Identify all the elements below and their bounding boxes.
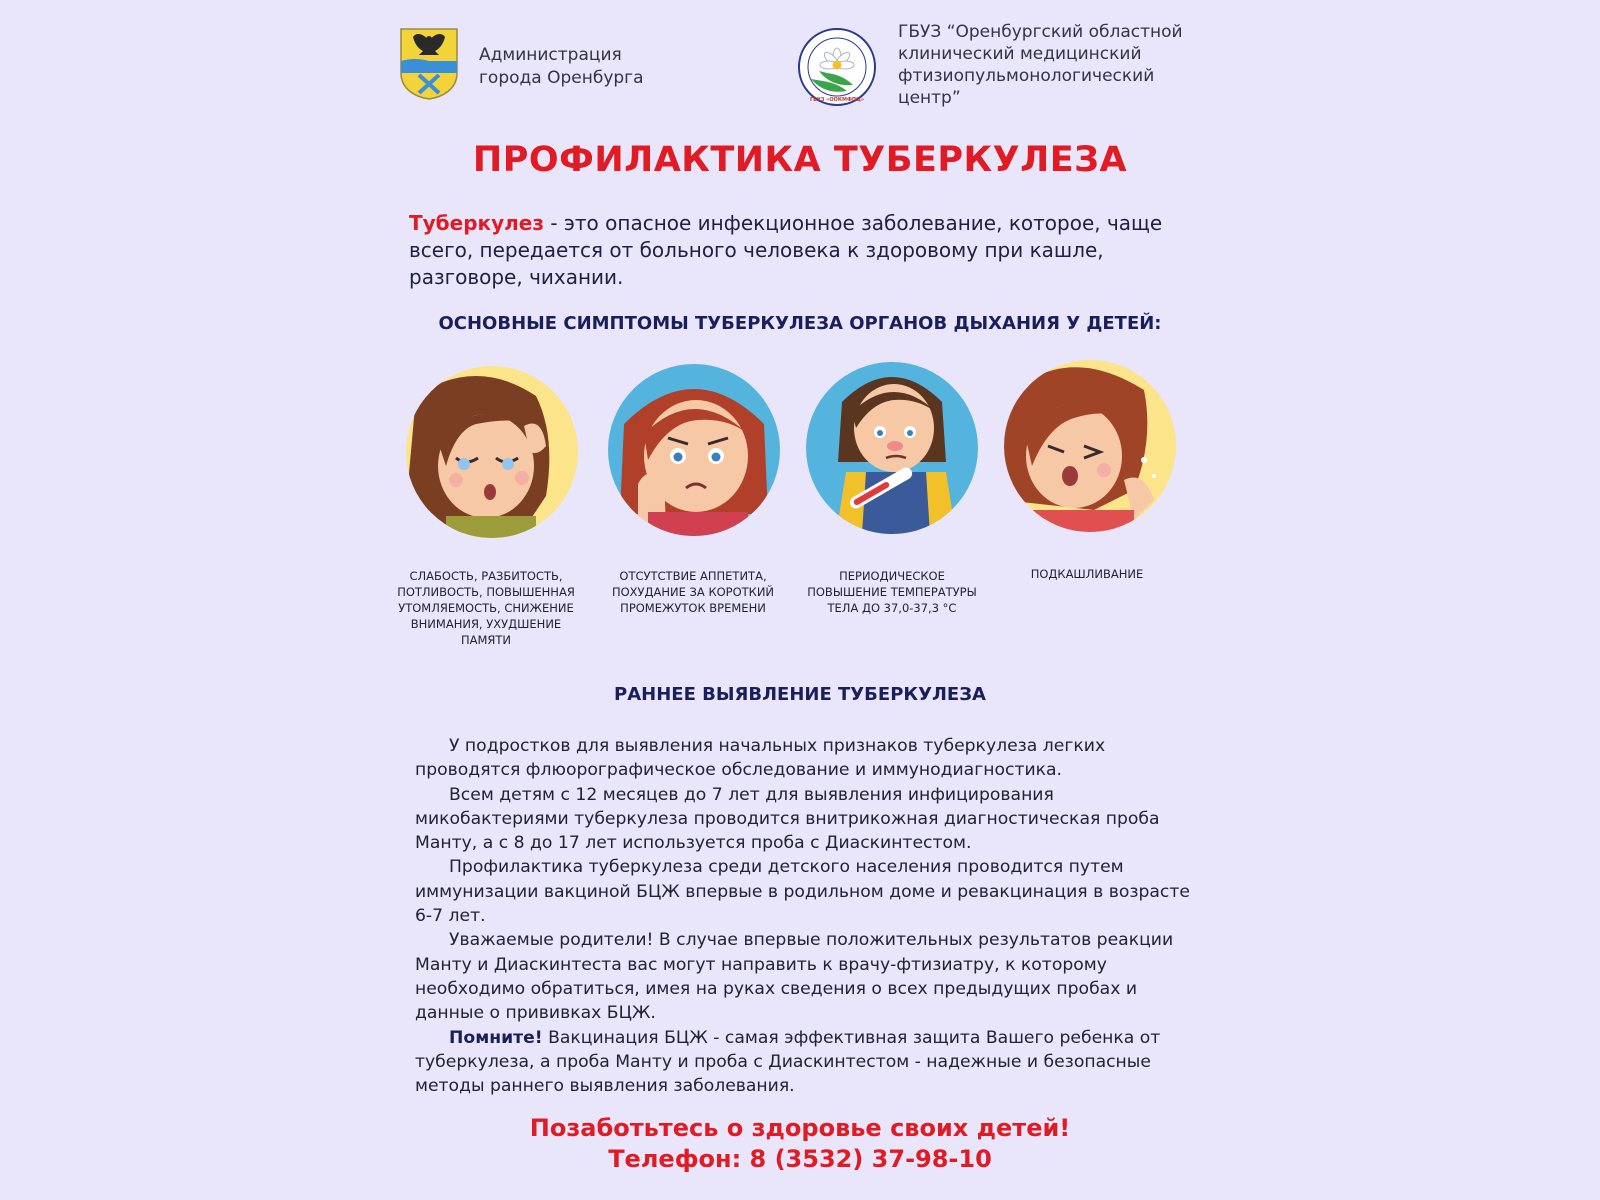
hospital-logo-icon (797, 27, 877, 107)
symptom-caption-1: СЛАБОСТЬ, РАЗБИТОСТЬ, ПОТЛИВОСТЬ, ПОВЫШЕННАЯ УТОМЛЯЕМОСТЬ, СНИЖЕНИЕ ВНИМАНИЯ, УХУДШЕНИЕ ПАМЯТИ (397, 569, 575, 647)
admin-label (479, 44, 644, 90)
cta-line-1: Позаботьтесь о здоровье своих детей! (529, 1114, 1071, 1142)
intro-text: - это опасное инфекционное заболевание, которое, чаще всего, передается от больного человека к здоровому при кашле, разговоре, чихании. (409, 211, 1163, 289)
symptom-caption-4: ПОДКАШЛИВАНИЕ (1030, 567, 1144, 581)
fever-child-illustration (806, 362, 978, 534)
intro-term: Туберкулез (409, 211, 544, 235)
paragraph-4-text: Уважаемые родители! В случае впервые положительных результатов реакции Манту и Диаскинтеста вас могут направить к врачу-фтизиатру, к которому необходимо обратиться, имея на руках сведения о всех предыдущих пробах и данные о прививках БЦЖ. (415, 930, 1174, 1024)
page-title: ПРОФИЛАКТИКА ТУБЕРКУЛЕЗА (472, 140, 1128, 180)
phone-number: Телефон: 8 (3532) 37-98-10 (608, 1145, 992, 1173)
orenburg-coat-of-arms-icon (399, 27, 459, 101)
cough-child-illustration (1004, 360, 1176, 532)
symptom-caption-2: ОТСУТСТВИЕ АППЕТИТА, ПОХУДАНИЕ ЗА КОРОТКИЙ ПРОМЕЖУТОК ВРЕМЕНИ (611, 569, 775, 615)
early-detection-text (415, 734, 1205, 1098)
hospital-logo-text: ГБУЗ «ООКМФПЦ» (810, 97, 864, 103)
symptom-caption-3: ПЕРИОДИЧЕСКОЕ ПОВЫШЕНИЕ ТЕМПЕРАТУРЫ ТЕЛА ДО 37,0-37,3 °С (807, 569, 977, 615)
paragraph-5 (415, 1026, 1205, 1099)
paragraph-1-text: У подростков для выявления начальных признаков туберкулеза легких проводятся флюорографическое обследование и иммунодиагностика. (415, 736, 1106, 781)
paragraph-1 (415, 734, 1205, 783)
paragraph-3 (415, 855, 1205, 928)
symptoms-title: ОСНОВНЫЕ СИМПТОМЫ ТУБЕРКУЛЕЗА ОРГАНОВ ДЫХАНИЯ У ДЕТЕЙ: (438, 313, 1162, 334)
remember-label: Помните! (449, 1027, 543, 1048)
paragraph-2 (415, 783, 1205, 856)
paragraph-5-text: Вакцинация БЦЖ - самая эффективная защита Вашего ребенка от туберкулеза, а проба Манту и проба с Диаскинтестом - надежные и безопасные методы раннего выявления заболевания. (415, 1027, 1161, 1097)
paragraph-2-text: Всем детям с 12 месяцев до 7 лет для выявления инфицирования микобактериями туберкулеза проводится внитрикожная диагностическая проба Манту, а с 8 до 17 лет используется проба с Диаскинтестом. (415, 784, 1160, 854)
call-to-action (0, 1113, 1600, 1175)
no-appetite-child-illustration (608, 364, 780, 536)
admin-line-2: города Оренбурга (479, 68, 644, 88)
hospital-line-2: клинический медицинский (898, 44, 1142, 64)
hospital-line-4: центр” (898, 88, 961, 108)
paragraph-3-text: Профилактика туберкулеза среди детского населения проводится путем иммунизации вакциной БЦЖ впервые в родильном доме и ревакцинация в возрасте 6-7 лет. (415, 857, 1190, 927)
intro-paragraph (409, 210, 1199, 291)
admin-line-1: Администрация (479, 45, 622, 65)
hospital-line-3: фтизиопульмонологический (898, 66, 1155, 86)
hospital-line-1: ГБУЗ “Оренбургский областной (898, 22, 1183, 42)
hospital-label (898, 21, 1198, 109)
paragraph-4 (415, 928, 1205, 1025)
weak-tired-child-illustration (406, 366, 578, 538)
early-detection-title: РАННЕЕ ВЫЯВЛЕНИЕ ТУБЕРКУЛЕЗА (614, 684, 986, 705)
